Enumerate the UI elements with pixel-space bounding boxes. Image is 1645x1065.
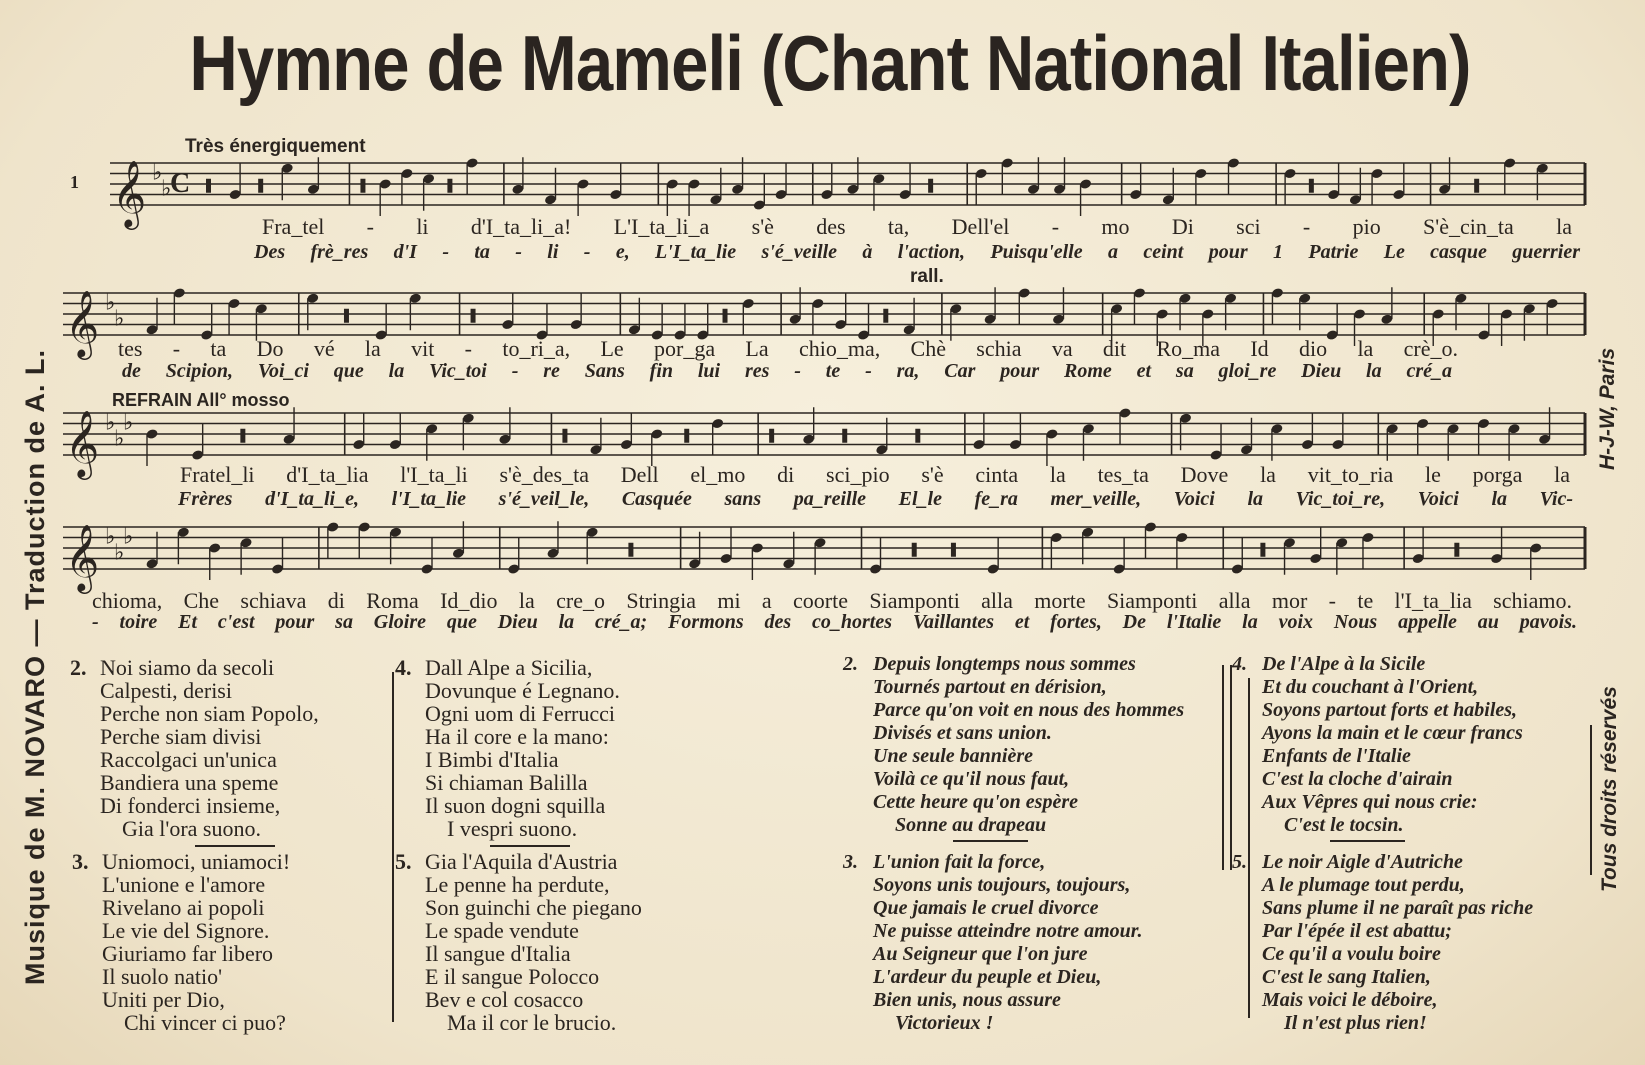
verse-italian-2: [70, 655, 319, 841]
lyrics-french-1: Des frè_res d'I - ta - li - e, L'I_ta_lie s'é_veille à l'action, Puisqu'elle a ceint pour 1 Patrie Le casque guerrier: [254, 241, 1580, 263]
verse-line: Si chiaman Balilla: [425, 770, 588, 795]
verse-line: Noi siamo da secoli: [100, 655, 275, 680]
rest-icon: [723, 309, 728, 323]
lyrics-italian-4: chioma, Che schiava di Roma Id_dio la cre_o Stringia mi a coorte Siamponti alla morte Siamponti alla mor - te l'I_ta_lia schiamo.: [92, 588, 1572, 613]
verse-line: I Bimbi d'Italia: [425, 747, 559, 772]
verse-line: Victorieux !: [895, 1012, 994, 1034]
verse-italian-3: [72, 849, 291, 1035]
verse-italian-4: [395, 655, 620, 841]
flat-sign-icon: ♭: [114, 305, 125, 331]
refrain-marking: REFRAIN All° mosso: [112, 390, 290, 410]
verse-line: Au Seigneur que l'on jure: [873, 943, 1088, 965]
verse-line: Sans plume il ne paraît pas riche: [1262, 897, 1534, 919]
rest-icon: [1309, 179, 1314, 193]
column-divider: [1248, 678, 1250, 1018]
verse-line: Ma il cor le brucio.: [447, 1010, 617, 1035]
verse-line: Gia l'Aquila d'Austria: [425, 849, 618, 874]
verse-italian-5: [395, 849, 642, 1035]
verse-line: Rivelano ai popoli: [102, 895, 265, 920]
verse-number: 2.: [70, 655, 87, 680]
verse-number: 5.: [395, 849, 412, 874]
verse-line: C'est la cloche d'airain: [1262, 768, 1453, 790]
verse-line: Une seule bannière: [873, 745, 1033, 767]
verse-line: Il n'est plus rien!: [1284, 1012, 1427, 1034]
verse-line: Cette heure qu'on espère: [873, 791, 1078, 813]
rest-icon: [883, 309, 888, 323]
lyrics-italian-2: tes - ta Do vé la vit - to_ri_a, Le por_ga La chio_ma, Chè schia va dit Ro_ma Id dio la crè_o.: [118, 336, 1458, 361]
verse-line: Raccolgaci un'unica: [100, 747, 277, 772]
verse-line: Ayons la main et le cœur francs: [1262, 722, 1523, 744]
verse-line: Ha il core e la mano:: [425, 724, 609, 749]
verse-line: Mais voici le déboire,: [1262, 989, 1438, 1011]
verse-line: A le plumage tout perdu,: [1262, 874, 1465, 896]
flat-sign-icon: ♭: [123, 409, 134, 435]
rest-icon: [344, 309, 349, 323]
column-divider: [1230, 665, 1232, 870]
verse-line: Bev e col cosacco: [425, 987, 584, 1012]
verse-number: 5.: [1232, 851, 1247, 873]
flat-sign-icon: ♭: [114, 539, 125, 565]
verse-line: C'est le tocsin.: [1284, 814, 1404, 836]
rest-icon: [471, 309, 476, 323]
verse-line: I vespri suono.: [447, 816, 578, 841]
tempo-marking: Très énergiquement: [185, 136, 366, 157]
rall-marking: rall.: [910, 266, 944, 287]
verse-line: Aux Vêpres qui nous crie:: [1262, 791, 1478, 813]
verse-line: Soyons partout forts et habiles,: [1262, 699, 1518, 721]
rest-icon: [769, 429, 774, 443]
verse-line: Soyons unis toujours, toujours,: [873, 874, 1131, 896]
verse-line: Dall Alpe a Sicilia,: [425, 655, 593, 680]
verse-line: Il sangue d'Italia: [425, 941, 571, 966]
verse-line: Giuriamo far libero: [102, 941, 274, 966]
verse-number: 3.: [72, 849, 89, 874]
verse-line: Chi vincer ci puo?: [124, 1010, 286, 1035]
rest-icon: [1260, 543, 1265, 557]
verse-number: 3.: [843, 851, 858, 873]
verse-line: Il suon dogni squilla: [425, 793, 606, 818]
rest-icon: [915, 429, 920, 443]
verse-line: Le penne ha perdute,: [425, 872, 610, 897]
verse-line: E il sangue Polocco: [425, 964, 600, 989]
divider: [1330, 840, 1405, 842]
verse-line: Que jamais le cruel divorce: [873, 897, 1099, 919]
treble-clef-icon: 𝄞: [65, 523, 100, 591]
rest-icon: [951, 543, 956, 557]
flat-sign-icon: ♭: [105, 409, 116, 435]
column-divider: [1222, 665, 1224, 870]
credits-side-text: Musique de M. NOVARO — Traduction de A. L.: [20, 348, 50, 985]
verse-line: L'unione e l'amore: [102, 872, 266, 897]
verse-line: Ce qu'il a voulu boire: [1262, 943, 1441, 965]
flat-sign-icon: ♭: [105, 289, 116, 315]
rights-notice: Tous droits réservés: [1598, 686, 1621, 892]
rest-icon: [240, 429, 245, 443]
page-title: Hymne de Mameli (Chant National Italien): [189, 19, 1471, 107]
verse-line: Par l'épée il est abattu;: [1262, 920, 1452, 942]
verse-line: Uniti per Dio,: [102, 987, 225, 1012]
verse-line: Ne puisse atteindre notre amour.: [873, 920, 1143, 942]
lyrics-french-2: de Scipion, Voi_ci que la Vic_toi - re Sans fin lui res - te - ra, Car pour Rome et sa gloi_re Dieu la cré_a: [122, 360, 1452, 382]
rest-icon: [628, 543, 633, 557]
verse-line: Tournés partout en dérision,: [873, 676, 1107, 698]
verse-number: 4.: [1232, 653, 1247, 675]
rest-icon: [206, 179, 211, 193]
lyrics-french-3: Frères d'I_ta_li_e, l'I_ta_lie s'é_veil_le, Casquée sans pa_reille El_le fe_ra mer_veille, Voici la Vic_toi_re, Voici la Vic-: [178, 488, 1573, 510]
verse-line: C'est le sang Italien,: [1262, 966, 1431, 988]
flat-sign-icon: ♭: [123, 523, 134, 549]
verse-line: Perche siam divisi: [100, 724, 262, 749]
rest-icon: [562, 429, 567, 443]
verse-line: Son guinchi che piegano: [425, 895, 642, 920]
verse-french-2: [843, 653, 1185, 837]
lyrics-italian-3: Fratel_li d'I_ta_lia l'I_ta_li s'è_des_ta Dell el_mo di sci_pio s'è cinta la tes_ta Dove la vit_to_ria le porga la: [180, 462, 1570, 487]
verse-line: Bandiera una speme: [100, 770, 279, 795]
verse-line: Dovunque é Legnano.: [425, 678, 620, 703]
verse-french-5: [1232, 851, 1534, 1035]
verse-line: Il suolo natio': [102, 964, 223, 989]
system-number: 1: [70, 172, 79, 192]
verse-french-4: [1232, 653, 1523, 837]
verse-line: Uniomoci, uniamoci!: [102, 849, 291, 874]
verse-line: Ogni uom di Ferrucci: [425, 701, 616, 726]
verse-line: Et du couchant à l'Orient,: [1262, 676, 1479, 698]
flat-sign-icon: ♭: [152, 159, 163, 185]
verse-line: Perche non siam Popolo,: [100, 701, 319, 726]
rest-icon: [360, 179, 365, 193]
verse-line: Di fonderci insieme,: [100, 793, 281, 818]
verse-line: Le noir Aigle d'Autriche: [1262, 851, 1463, 873]
verse-line: Divisés et sans union.: [873, 722, 1052, 744]
verse-line: Depuis longtemps nous sommes: [873, 653, 1136, 675]
verse-line: L'ardeur du peuple et Dieu,: [873, 966, 1102, 988]
verse-number: 4.: [395, 655, 412, 680]
verse-number: 2.: [843, 653, 858, 675]
verse-line: Parce qu'on voit en nous des hommes: [873, 699, 1185, 721]
treble-clef-icon: 𝄞: [112, 159, 147, 227]
rest-icon: [1474, 179, 1479, 193]
lyrics-italian-1: Fra_tel - li d'I_ta_li_a! L'I_ta_li_a s'è des ta, Dell'el - mo Di sci - pio S'è_cin_ta la: [262, 214, 1572, 239]
treble-clef-icon: 𝄞: [65, 289, 100, 357]
verse-line: Bien unis, nous assure: [873, 989, 1061, 1011]
treble-clef-icon: 𝄞: [65, 409, 100, 477]
flat-sign-icon: ♭: [114, 425, 125, 451]
column-divider: [1590, 725, 1592, 875]
verse-line: Sonne au drapeau: [895, 814, 1047, 836]
verse-line: Enfants de l'Italie: [1262, 745, 1411, 767]
rest-icon: [1454, 543, 1459, 557]
verse-french-3: [843, 851, 1143, 1035]
divider: [953, 840, 1028, 842]
rest-icon: [258, 179, 263, 193]
verse-line: Calpesti, derisi: [100, 678, 232, 703]
rest-icon: [842, 429, 847, 443]
flat-sign-icon: ♭: [161, 175, 172, 201]
divider: [195, 845, 275, 847]
rest-icon: [928, 179, 933, 193]
verse-line: Le vie del Signore.: [102, 918, 270, 943]
publisher-mark: H-J-W, Paris: [1596, 347, 1619, 470]
flat-sign-icon: ♭: [105, 523, 116, 549]
rest-icon: [912, 543, 917, 557]
rest-icon: [684, 429, 689, 443]
rest-icon: [447, 179, 452, 193]
divider: [490, 845, 570, 847]
verse-line: L'union fait la force,: [873, 851, 1046, 873]
verse-line: Le spade vendute: [425, 918, 579, 943]
common-time-icon: C: [170, 168, 191, 199]
verse-line: De l'Alpe à la Sicile: [1262, 653, 1426, 675]
column-divider: [392, 672, 394, 1022]
verse-line: Gia l'ora suono.: [122, 816, 261, 841]
verse-line: Voilà ce qu'il nous faut,: [873, 768, 1070, 790]
lyrics-french-4: - toire Et c'est pour sa Gloire que Dieu la cré_a; Formons des co_hortes Vaillantes et fortes, De l'Italie la voix Nous appelle au pavois.: [92, 611, 1577, 633]
